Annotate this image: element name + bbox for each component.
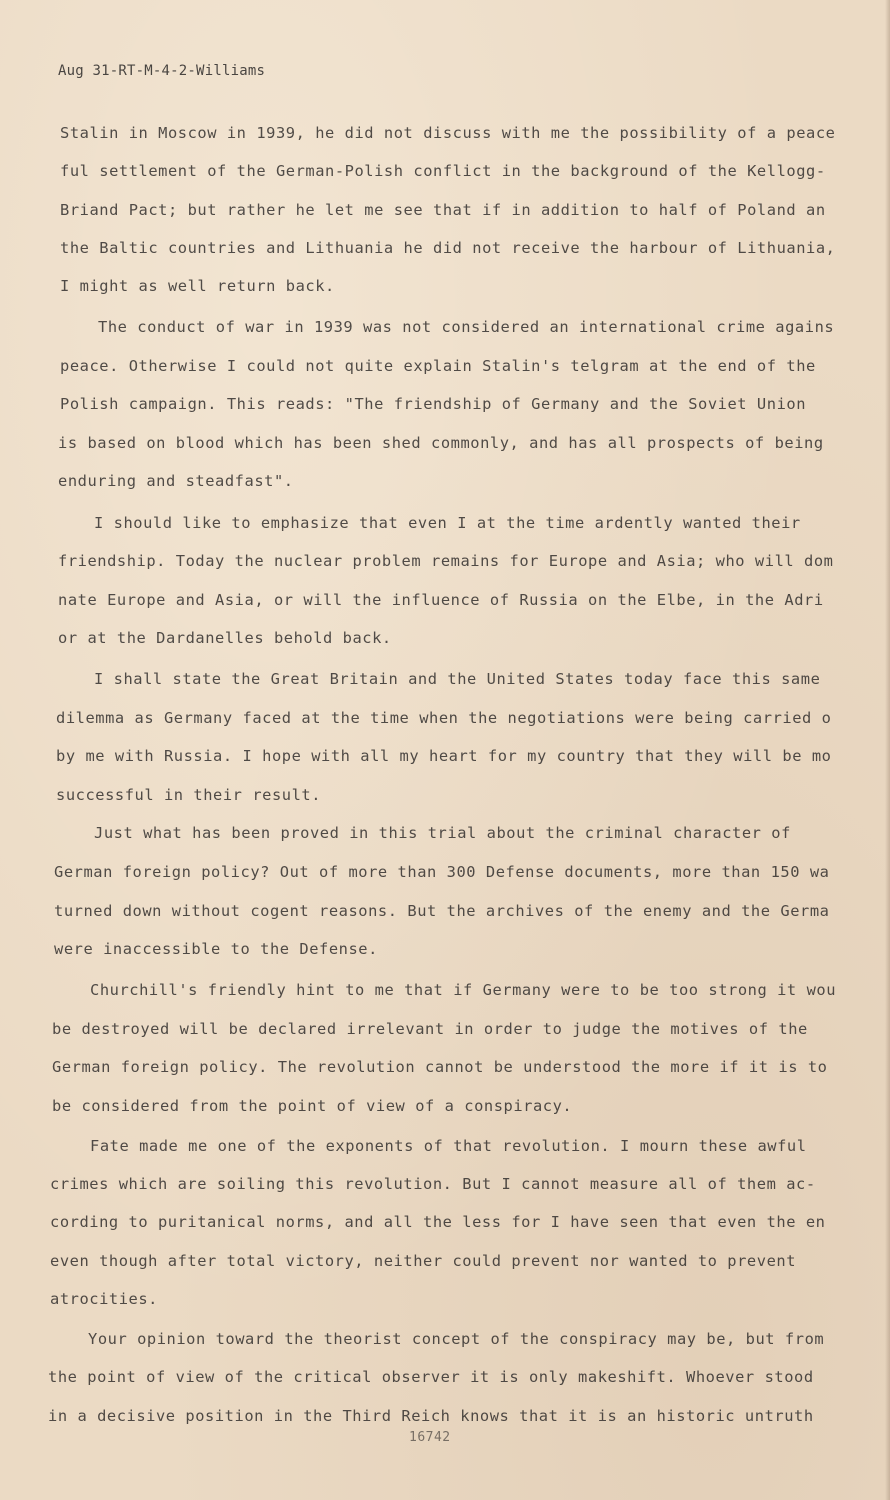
text-line: the point of view of the critical observer it is only makeshift. Whoever stood (48, 1368, 814, 1386)
text-line: be destroyed will be declared irrelevant in order to judge the motives of the (52, 1020, 808, 1038)
text-line: atrocities. (50, 1290, 158, 1308)
text-line: I shall state the Great Britain and the United States today face this same (94, 670, 821, 688)
text-line: nate Europe and Asia, or will the influence of Russia on the Elbe, in the Adri (58, 591, 824, 609)
text-line: I should like to emphasize that even I at the time ardently wanted their (94, 514, 801, 532)
text-line: Briand Pact; but rather he let me see that if in addition to half of Poland an (60, 201, 826, 219)
text-line: or at the Dardanelles behold back. (58, 629, 392, 647)
text-line: Just what has been proved in this trial about the criminal character of (94, 824, 791, 842)
page-number: 16742 (409, 1430, 451, 1445)
text-line: Polish campaign. This reads: "The friendship of Germany and the Soviet Union (60, 395, 807, 413)
text-line: in a decisive position in the Third Reich knows that it is an historic untruth (48, 1407, 814, 1425)
text-line: crimes which are soiling this revolution. But I cannot measure all of them ac- (50, 1175, 816, 1193)
text-line: dilemma as Germany faced at the time when the negotiations were being carried o (56, 709, 832, 727)
text-line: I might as well return back. (60, 277, 335, 295)
page-edge-shadow (885, 0, 890, 1500)
text-line: be considered from the point of view of a conspiracy. (52, 1097, 573, 1115)
text-line: successful in their result. (56, 786, 322, 804)
text-line: turned down without cogent reasons. But the archives of the enemy and the Germa (54, 902, 830, 920)
text-line: cording to puritanical norms, and all the less for I have seen that even the en (50, 1213, 826, 1231)
text-line: were inaccessible to the Defense. (54, 940, 378, 958)
text-line: German foreign policy. The revolution cannot be understood the more if it is to (52, 1058, 828, 1076)
text-line: is based on blood which has been shed commonly, and has all prospects of being (58, 434, 824, 452)
text-line: German foreign policy? Out of more than 300 Defense documents, more than 150 wa (54, 863, 830, 881)
text-line: by me with Russia. I hope with all my heart for my country that they will be mo (56, 747, 832, 765)
text-line: enduring and steadfast". (58, 472, 294, 490)
text-line: The conduct of war in 1939 was not considered an international crime agains (98, 318, 835, 336)
text-line: Stalin in Moscow in 1939, he did not discuss with me the possibility of a peace (60, 124, 836, 142)
text-line: Fate made me one of the exponents of that revolution. I mourn these awful (90, 1137, 807, 1155)
text-line: peace. Otherwise I could not quite explain Stalin's telgram at the end of the (60, 357, 816, 375)
document-header: Aug 31-RT-M-4-2-Williams (58, 63, 266, 79)
text-line: the Baltic countries and Lithuania he did not receive the harbour of Lithuania, (60, 239, 836, 257)
text-line: ful settlement of the German-Polish conflict in the background of the Kellogg- (60, 162, 826, 180)
text-line: friendship. Today the nuclear problem remains for Europe and Asia; who will dom (58, 552, 834, 570)
text-line: Churchill's friendly hint to me that if Germany were to be too strong it wou (90, 981, 837, 999)
text-line: even though after total victory, neither could prevent nor wanted to prevent (50, 1252, 797, 1270)
text-line: Your opinion toward the theorist concept of the conspiracy may be, but from (88, 1330, 825, 1348)
